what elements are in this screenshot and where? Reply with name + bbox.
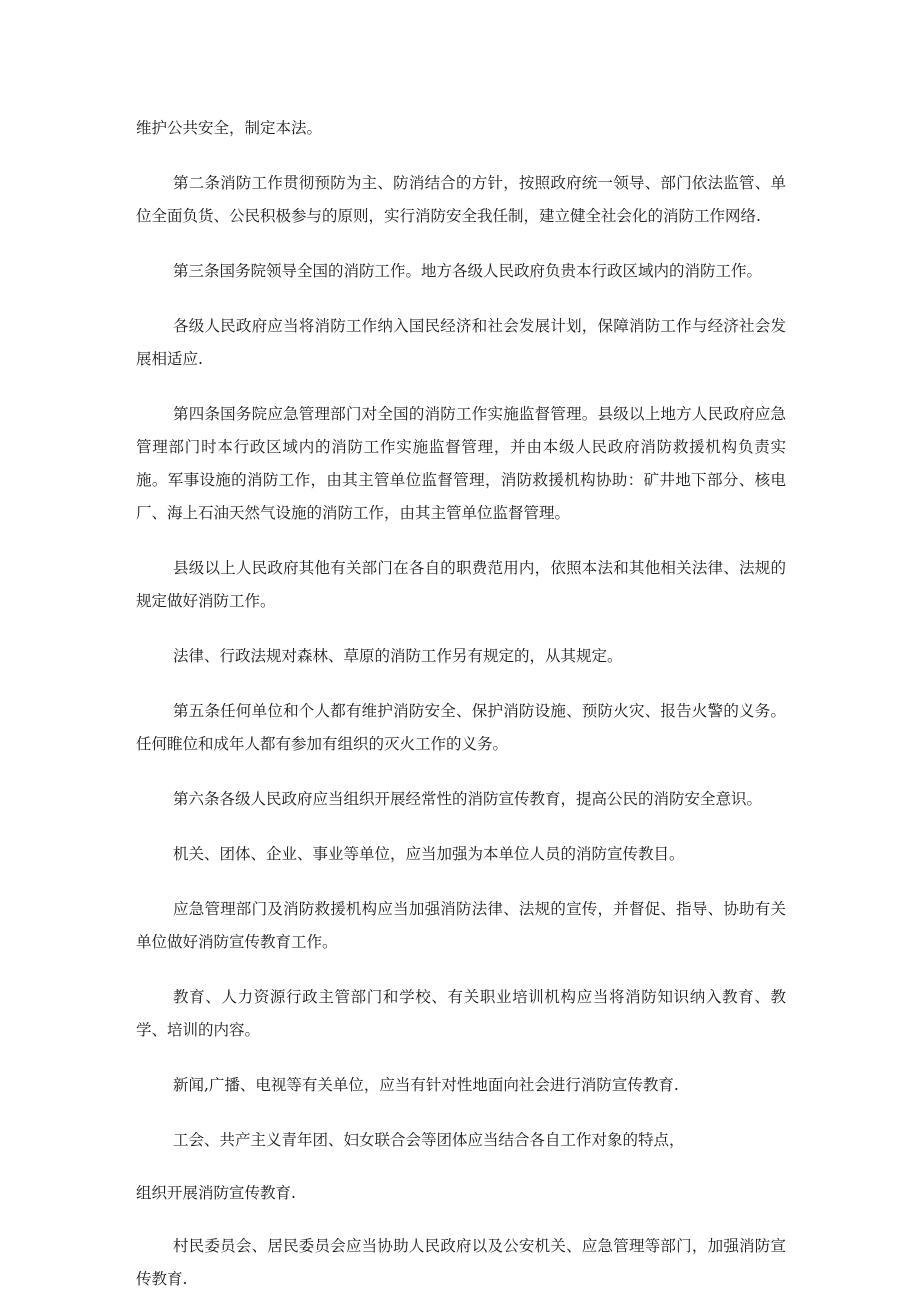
paragraph-article-6-clause-2: 机关、团体、企业、事业等单位，应当加强为本单位人员的消防宣传教目。 — [173, 845, 685, 863]
paragraph-article-3-clause-2: 各级人民政府应当将消防工作纳入国民经济和社会发展计划，保障消防工作与经济社会发展相适应. — [136, 317, 786, 368]
paragraph-article-4-clause-3: 法律、行政法规对森林、草原的消防工作另有规定的，从其规定。 — [173, 647, 623, 665]
paragraph-continuation: 维护公共安全，制定本法。 — [136, 119, 323, 137]
paragraph-article-3: 第三条国务院领导全国的消防工作。地方各级人民政府负贵本行政区域内的消防工作。 — [173, 262, 763, 280]
paragraph-article-4: 第四条国务院应急管理部门对全国的消防工作实施监督管理。县级以上地方人民政府应急管理部门时本行政区域内的消防工作实施监督管理，并由本级人民政府消防救援机构负责实施。军事设施的消防工作，由其主管单位监督管理，消防救援机构协助：矿井地下部分、核电厂、海上石油天然气设施的消防工作，由其主管单位监督管理。 — [136, 405, 786, 522]
paragraph-article-4-clause-2: 县级以上人民政府其他有关部门在各自的职费范用内，依照本法和其他相关法律、法规的规定做好消防工作。 — [136, 559, 786, 610]
paragraph-article-6-clause-5: 新闻,广播、电视等有关单位，应当有针对性地面向社会进行消防宣传教育. — [173, 1076, 679, 1094]
paragraph-article-2: 第二条消防工作贯彻预防为主、防消结合的方针，按照政府统一领导、部门依法监管、单位全面负货、公民积极参与的原则，实行消防安全我任制，建立健全社会化的消防工作网络. — [136, 174, 786, 225]
paragraph-article-6-clause-6: 工会、共产主义青年团、妇女联合会等团体应当结合各自工作对象的特点， — [173, 1131, 685, 1149]
paragraph-article-6-clause-7: 村民委员会、居民委员会应当协助人民政府以及公安机关、应急管理等部门，加强消防宣传教育. — [136, 1237, 786, 1288]
document-page — [136, 112, 786, 1296]
paragraph-article-6-clause-3: 应急管理部门及消防救援机构应当加强消防法律、法规的宣传，并督促、指导、协助有关单位做好消防宣传教育工作。 — [136, 900, 786, 951]
paragraph-article-6-clause-4: 教育、人力资源行政主管部门和学校、有关职业培训机构应当将消防知识纳入教育、教学、培训的内容。 — [136, 988, 786, 1039]
paragraph-article-6: 第六条各级人民政府应当组织开展经常性的消防宣传教育，提高公民的消防安全意识。 — [173, 790, 763, 808]
paragraph-article-6-clause-6-continued: 组织开展消防宣传教育. — [136, 1184, 296, 1202]
paragraph-article-5: 第五条任何单位和个人都有维护消防安全、保护消防设施、预防火灾、报告火警的义务。任何睢位和成年人都有参加有组织的灭火工作的义务。 — [136, 702, 786, 753]
